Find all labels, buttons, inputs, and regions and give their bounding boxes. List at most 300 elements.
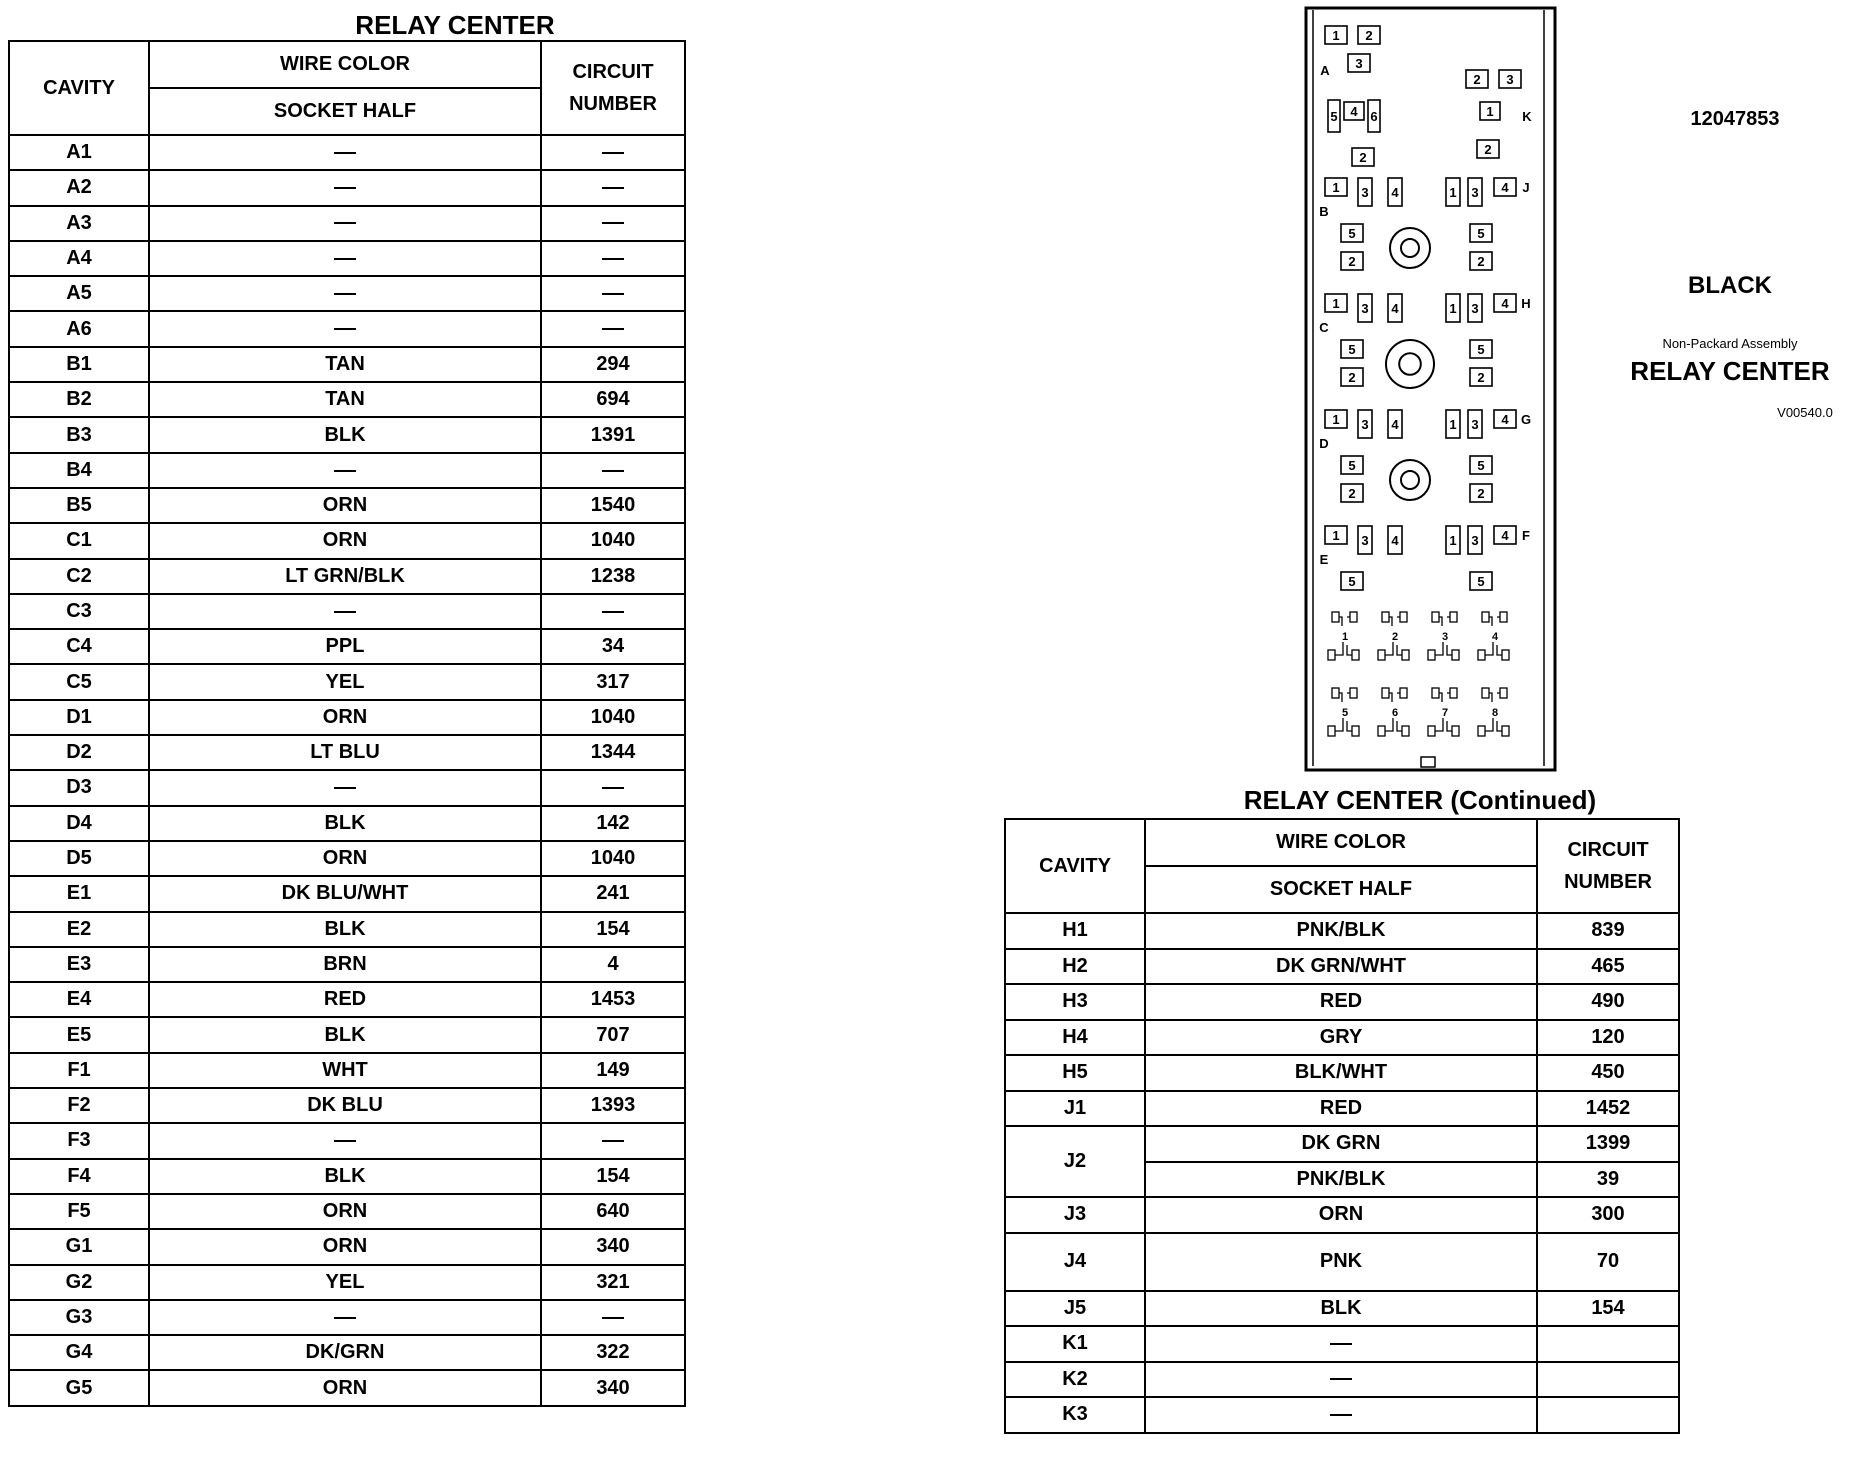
wire-color-cell: PPL [149,629,541,664]
terminal [1402,726,1409,736]
empty-dash [602,293,624,295]
circuit-number-cell [541,206,685,241]
cavity-cell: A3 [9,206,149,241]
table-row [9,1159,685,1194]
circuit-number-cell: 340 [541,1229,685,1264]
table-row [1005,1126,1679,1162]
terminal-link [1389,617,1400,626]
circuit-number-cell: 4 [541,947,685,982]
wire-color-cell: BLK [1145,1291,1537,1327]
terminal-link [1439,693,1450,702]
circuit-number-cell: 694 [541,382,685,417]
empty-dash [334,258,356,260]
cavity-number: 4 [1501,528,1509,543]
circuit-number-cell: 241 [541,876,685,911]
circuit-number-cell: 154 [541,912,685,947]
cavity-number: 3 [1361,417,1369,432]
fuse-number: 5 [1341,707,1349,719]
terminal-link [1385,642,1402,655]
wire-color-cell [149,170,541,205]
circuit-number-cell [541,276,685,311]
wire-color-cell: WHT [149,1053,541,1088]
table-row [9,982,685,1017]
wire-color-cell: PNK/BLK [1145,1162,1537,1198]
cavity-number: 4 [1391,185,1399,200]
cavity-number: 2 [1477,254,1485,269]
cavity-cell: J3 [1005,1197,1145,1233]
cavity-number: 5 [1477,574,1485,589]
circuit-number-cell [541,170,685,205]
empty-dash [334,1317,356,1319]
table-row [9,700,685,735]
table-row [9,594,685,629]
terminal [1432,612,1439,622]
wire-color-cell: RED [149,982,541,1017]
cavity-cell: E5 [9,1017,149,1052]
table-row [1005,1020,1679,1056]
terminal [1502,650,1509,660]
table-row [9,1265,685,1300]
cavity-cell: K2 [1005,1362,1145,1398]
wire-color-cell: BLK [149,806,541,841]
terminal [1502,726,1509,736]
circuit-number-cell: 1452 [1537,1091,1679,1127]
cavity-number: 5 [1477,342,1485,357]
terminal-link [1339,617,1350,626]
cavity-cell: F1 [9,1053,149,1088]
header-socket-half: SOCKET HALF [1145,866,1537,913]
cavity-cell: D4 [9,806,149,841]
fuse-number: 6 [1391,707,1399,719]
circuit-number-cell [541,241,685,276]
cavity-cell: F4 [9,1159,149,1194]
part-number: 12047853 [1690,108,1780,130]
terminal [1332,688,1339,698]
mounting-hole-inner [1401,239,1419,257]
circuit-number-cell: 839 [1537,913,1679,949]
empty-dash [1330,1378,1352,1380]
table-row [9,1370,685,1405]
terminal [1382,688,1389,698]
wire-color-cell: YEL [149,664,541,699]
cavity-cell: B5 [9,488,149,523]
wire-color-cell [149,276,541,311]
empty-dash [1330,1343,1352,1345]
empty-dash [334,1140,356,1142]
wire-color-cell [149,770,541,805]
wire-color-cell: PNK [1145,1233,1537,1291]
wire-color-cell: BLK [149,1159,541,1194]
cavity-cell: A1 [9,135,149,170]
section-letter: A [1320,63,1330,78]
cavity-cell: J1 [1005,1091,1145,1127]
cavity-number: 3 [1361,533,1369,548]
circuit-number-cell [541,311,685,346]
cavity-cell: K3 [1005,1397,1145,1433]
cavity-number: 1 [1449,185,1457,200]
section-letter: D [1319,436,1329,451]
empty-dash [334,293,356,295]
table-row [1005,1291,1679,1327]
cavity-number: 3 [1471,301,1479,316]
empty-dash [334,152,356,154]
wire-color-cell: RED [1145,1091,1537,1127]
circuit-number-cell: 149 [541,1053,685,1088]
wire-color-cell: BLK [149,1017,541,1052]
terminal [1428,726,1435,736]
fuse-number: 8 [1491,707,1499,719]
table-row [9,912,685,947]
wire-color-cell: DK GRN/WHT [1145,949,1537,985]
terminal [1452,650,1459,660]
table-row [9,770,685,805]
wire-color-cell: ORN [149,841,541,876]
cavity-number: 1 [1332,412,1340,427]
circuit-number-cell: 300 [1537,1197,1679,1233]
table-row [9,523,685,558]
wire-color-cell [1145,1326,1537,1362]
empty-dash [334,187,356,189]
table-row [9,453,685,488]
table-row [9,276,685,311]
terminal-link [1485,642,1502,655]
table-row [9,1335,685,1370]
section-letter: J [1522,180,1530,195]
cavity-cell: J2 [1005,1126,1145,1197]
cavity-cell: C1 [9,523,149,558]
circuit-number-cell: 120 [1537,1020,1679,1056]
wire-color-cell: ORN [149,1370,541,1405]
circuit-number-cell: 154 [541,1159,685,1194]
terminal-link [1389,693,1400,702]
table-row [9,1088,685,1123]
cavity-number: 5 [1348,574,1356,589]
circuit-number-cell [541,770,685,805]
circuit-number-cell [541,594,685,629]
wire-color-cell [149,594,541,629]
cavity-cell: F3 [9,1123,149,1158]
cavity-cell: H3 [1005,984,1145,1020]
circuit-number-cell [1537,1362,1679,1398]
terminal [1500,612,1507,622]
section-letter: E [1319,552,1329,567]
cavity-cell: D1 [9,700,149,735]
circuit-number-cell: 154 [1537,1291,1679,1327]
wire-color-cell [149,135,541,170]
section-letter: F [1522,528,1530,543]
terminal [1450,688,1457,698]
table-row [1005,1055,1679,1091]
circuit-number-cell: 1040 [541,700,685,735]
table-row [9,382,685,417]
table-row [9,1229,685,1264]
wire-color-cell: BLK [149,912,541,947]
cavity-number: 5 [1477,226,1485,241]
circuit-number-cell: 1453 [541,982,685,1017]
circuit-number-cell: 340 [541,1370,685,1405]
cavity-cell: E4 [9,982,149,1017]
circuit-number-cell: 294 [541,347,685,382]
circuit-number-cell: 1393 [541,1088,685,1123]
table-row [1005,984,1679,1020]
empty-dash [334,611,356,613]
cavity-number: 2 [1484,142,1492,157]
terminal-link [1489,693,1500,702]
terminal [1382,612,1389,622]
table-row [1005,949,1679,985]
terminal [1482,688,1489,698]
cavity-number: 2 [1348,254,1356,269]
header-wire-color: WIRE COLOR [149,41,541,88]
empty-dash [334,470,356,472]
terminal [1352,726,1359,736]
cavity-cell: A6 [9,311,149,346]
circuit-number-cell: 490 [1537,984,1679,1020]
cavity-number: 2 [1477,370,1485,385]
table-row [9,1017,685,1052]
empty-dash [602,470,624,472]
empty-dash [602,152,624,154]
wire-color-cell: ORN [1145,1197,1537,1233]
cavity-number: 1 [1332,296,1340,311]
cavity-number: 1 [1449,417,1457,432]
wire-color-cell: ORN [149,1194,541,1229]
table-row [9,347,685,382]
cavity-number: 1 [1332,180,1340,195]
wire-color-cell: DK BLU/WHT [149,876,541,911]
empty-dash [334,328,356,330]
circuit-number-cell: 640 [541,1194,685,1229]
circuit-number-cell: 142 [541,806,685,841]
wire-color-cell: ORN [149,523,541,558]
wire-color-cell: ORN [149,1229,541,1264]
circuit-number-cell: 321 [541,1265,685,1300]
cavity-number: 3 [1361,185,1369,200]
terminal [1378,650,1385,660]
circuit-number-cell: 1540 [541,488,685,523]
circuit-number-cell: 34 [541,629,685,664]
cavity-cell: A5 [9,276,149,311]
fuse-number: 4 [1491,631,1499,643]
cavity-number: 3 [1361,301,1369,316]
empty-dash [602,328,624,330]
wire-color-cell: GRY [1145,1020,1537,1056]
circuit-number-cell: 322 [541,1335,685,1370]
cavity-number: 6 [1370,109,1378,124]
terminal [1378,726,1385,736]
circuit-number-cell: 1040 [541,523,685,558]
circuit-number-cell [1537,1326,1679,1362]
circuit-number-cell [541,1300,685,1335]
table-row [9,135,685,170]
terminal [1428,650,1435,660]
cavity-cell: B4 [9,453,149,488]
cavity-number: 2 [1477,486,1485,501]
cavity-cell: H2 [1005,949,1145,985]
wire-color-cell: BRN [149,947,541,982]
cavity-number: 2 [1365,28,1373,43]
table-row [9,559,685,594]
cavity-cell: A4 [9,241,149,276]
section-letter: C [1319,320,1329,335]
connector-name: RELAY CENTER [1630,356,1830,386]
wire-color-cell [149,1300,541,1335]
cavity-cell: K1 [1005,1326,1145,1362]
cavity-cell: E3 [9,947,149,982]
table-row [1005,1326,1679,1362]
table-row [1005,1397,1679,1433]
wire-color-cell [1145,1397,1537,1433]
wire-color-cell: DK/GRN [149,1335,541,1370]
cavity-cell: C2 [9,559,149,594]
circuit-number-cell: 39 [1537,1162,1679,1198]
cavity-cell: D2 [9,735,149,770]
terminal [1432,688,1439,698]
cavity-cell: F2 [9,1088,149,1123]
table-row [9,664,685,699]
table-row [9,1123,685,1158]
table-row [9,841,685,876]
terminal [1328,650,1335,660]
wire-color-cell: YEL [149,1265,541,1300]
terminal-link [1335,718,1352,731]
left-table-title: RELAY CENTER [355,10,555,40]
empty-dash [602,611,624,613]
cavity-cell: D3 [9,770,149,805]
table-row [9,170,685,205]
terminal-link [1485,718,1502,731]
cavity-cell: J4 [1005,1233,1145,1291]
wire-color-cell [1145,1362,1537,1398]
table-row [9,241,685,276]
circuit-number-cell: 70 [1537,1233,1679,1291]
mounting-hole-inner [1401,471,1419,489]
cavity-number: 1 [1486,104,1494,119]
cavity-number: 1 [1332,28,1340,43]
cavity-number: 3 [1471,185,1479,200]
circuit-number-cell [541,1123,685,1158]
terminal-link [1335,642,1352,655]
cavity-cell: F5 [9,1194,149,1229]
wire-color-cell: LT GRN/BLK [149,559,541,594]
terminal [1478,726,1485,736]
cavity-number: 4 [1391,417,1399,432]
cavity-number: 5 [1348,226,1356,241]
fuse-number: 1 [1341,631,1349,643]
circuit-number-cell: 1344 [541,735,685,770]
empty-dash [602,787,624,789]
section-letter: B [1319,204,1329,219]
wire-color-cell: ORN [149,488,541,523]
right-table-title: RELAY CENTER (Continued) [1243,785,1597,815]
fuse-number: 7 [1441,707,1449,719]
terminal-link [1339,693,1350,702]
wire-color-cell [149,311,541,346]
cavity-cell: B3 [9,417,149,452]
relay-center-diagram [1300,0,1580,775]
header-cavity: CAVITY [1005,819,1145,913]
empty-dash [1330,1414,1352,1416]
wire-color-cell [149,1123,541,1158]
cavity-number: 2 [1359,150,1367,165]
cavity-number: 1 [1449,301,1457,316]
empty-dash [334,222,356,224]
cavity-number: 4 [1350,104,1358,119]
circuit-number-cell: 450 [1537,1055,1679,1091]
cavity-number: 2 [1348,370,1356,385]
terminal-link [1489,617,1500,626]
cavity-number: 2 [1473,72,1481,87]
left-relay-table [8,40,686,1407]
table-row [9,417,685,452]
wire-color-cell: TAN [149,382,541,417]
cavity-cell: G4 [9,1335,149,1370]
circuit-number-cell: 317 [541,664,685,699]
wire-color-cell: PNK/BLK [1145,913,1537,949]
terminal [1402,650,1409,660]
cavity-number: 3 [1471,417,1479,432]
cavity-cell: C5 [9,664,149,699]
table-row [9,206,685,241]
cavity-number: 4 [1501,180,1509,195]
connector-color: BLACK [1688,272,1772,299]
table-row [9,488,685,523]
wire-color-cell: DK GRN [1145,1126,1537,1162]
table-row [9,1194,685,1229]
cavity-number: 1 [1332,528,1340,543]
cavity-number: 5 [1348,342,1356,357]
section-letter: H [1521,296,1531,311]
table-row [1005,1091,1679,1127]
terminal [1452,726,1459,736]
circuit-number-cell: 465 [1537,949,1679,985]
cavity-cell: B2 [9,382,149,417]
empty-dash [602,1140,624,1142]
section-letter: K [1522,109,1532,124]
reference-code: V00540.0 [1777,405,1833,420]
cavity-number: 4 [1501,412,1509,427]
table-row [1005,913,1679,949]
terminal [1500,688,1507,698]
cavity-cell: B1 [9,347,149,382]
terminal [1332,612,1339,622]
cavity-number: 4 [1501,296,1509,311]
table-row [1005,1362,1679,1398]
circuit-number-cell: 1238 [541,559,685,594]
table-row [9,629,685,664]
circuit-number-cell: 1399 [1537,1126,1679,1162]
cavity-cell: E2 [9,912,149,947]
terminal [1482,612,1489,622]
circuit-number-cell [541,135,685,170]
terminal-link [1385,718,1402,731]
wire-color-cell: LT BLU [149,735,541,770]
wire-color-cell [149,241,541,276]
table-row [9,1300,685,1335]
cavity-number: 1 [1449,533,1457,548]
cavity-number: 2 [1348,486,1356,501]
cavity-number: 3 [1471,533,1479,548]
terminal [1350,612,1357,622]
right-relay-table [1004,818,1680,1434]
empty-dash [602,258,624,260]
terminal [1400,612,1407,622]
assembly-note: Non-Packard Assembly [1662,336,1798,351]
terminal [1478,650,1485,660]
cavity-cell: C4 [9,629,149,664]
terminal-link [1435,642,1452,655]
header-socket-half: SOCKET HALF [149,88,541,135]
